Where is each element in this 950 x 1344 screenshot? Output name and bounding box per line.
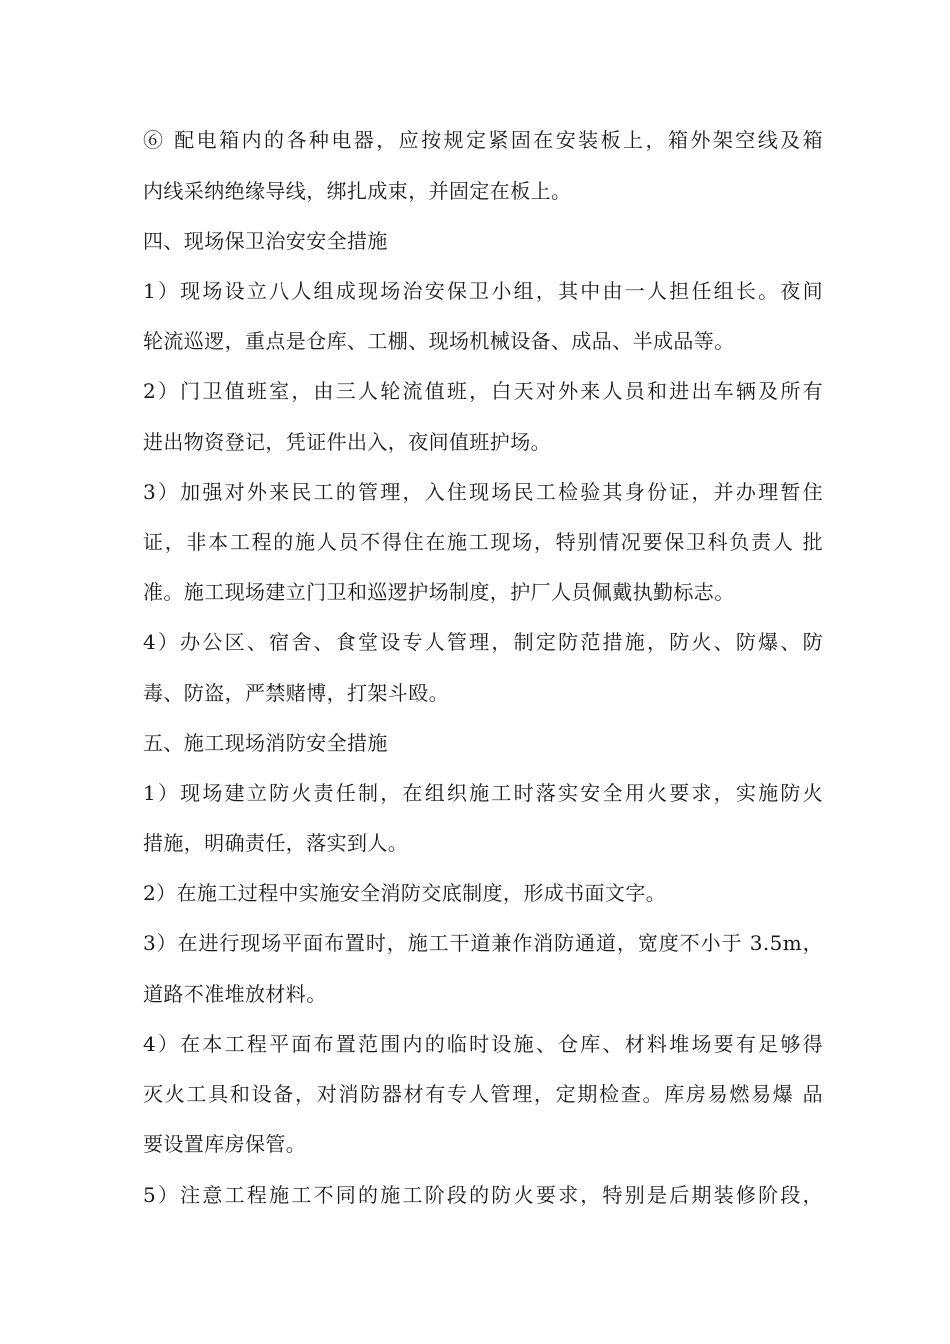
- text-line-15: 措施，明确责任，落实到人。: [143, 831, 409, 855]
- text-line-2: 内线采纳绝缘导线，绑扎成束，并固定在板上。: [143, 179, 572, 203]
- text-line-10: 准。施工现场建立门卫和巡逻护场制度，护厂人员佩戴执勤标志。: [143, 580, 735, 604]
- text-line-18: 道路不准堆放材料。: [143, 982, 327, 1006]
- section-heading-4: 四、现场保卫治安安全措施: [143, 229, 388, 253]
- text-line-9: 证，非本工程的施人员不得住在施工现场，特别情况要保卫科负责人 批: [143, 530, 823, 554]
- text-line-19: 4）在本工程平面布置范围内的临时设施、仓库、材料堆场要有足够得: [143, 1032, 823, 1056]
- text-line-17: 3）在进行现场平面布置时，施工干道兼作消防通道，宽度不小于 3.5m，: [143, 931, 823, 955]
- text-line-8: 3）加强对外来民工的管理，入住现场民工检验其身份证，并办理暂住: [143, 480, 823, 504]
- text-line-22: 5）注意工程施工不同的施工阶段的防火要求，特别是后期装修阶段，: [143, 1183, 823, 1207]
- text-line-16: 2）在施工过程中实施安全消防交底制度，形成书面文字。: [143, 881, 667, 905]
- text-line-14: 1）现场建立防火责任制，在组织施工时落实安全用火要求，实施防火: [143, 781, 823, 805]
- text-line-4: 1）现场设立八人组成现场治安保卫小组，其中由一人担任组长。夜间: [143, 279, 823, 303]
- text-line-1: ⑥ 配电箱内的各种电器，应按规定紧固在安装板上，箱外架空线及箱: [143, 128, 823, 152]
- text-line-12: 毒、防盗，严禁赌博，打架斗殴。: [143, 681, 449, 705]
- text-line-6: 2）门卫值班室，由三人轮流值班，白天对外来人员和进出车辆及所有: [143, 379, 823, 403]
- section-heading-5: 五、施工现场消防安全措施: [143, 731, 388, 755]
- text-line-5: 轮流巡逻，重点是仓库、工棚、现场机械设备、成品、半成品等。: [143, 329, 735, 353]
- text-line-11: 4）办公区、宿舍、食堂设专人管理，制定防范措施，防火、防爆、防: [143, 630, 823, 654]
- text-line-7: 进出物资登记，凭证件出入，夜间值班护场。: [143, 430, 551, 454]
- text-line-20: 灭火工具和设备，对消防器材有专人管理，定期检查。库房易燃易爆 品: [143, 1082, 823, 1106]
- text-line-21: 要设置库房保管。: [143, 1132, 307, 1156]
